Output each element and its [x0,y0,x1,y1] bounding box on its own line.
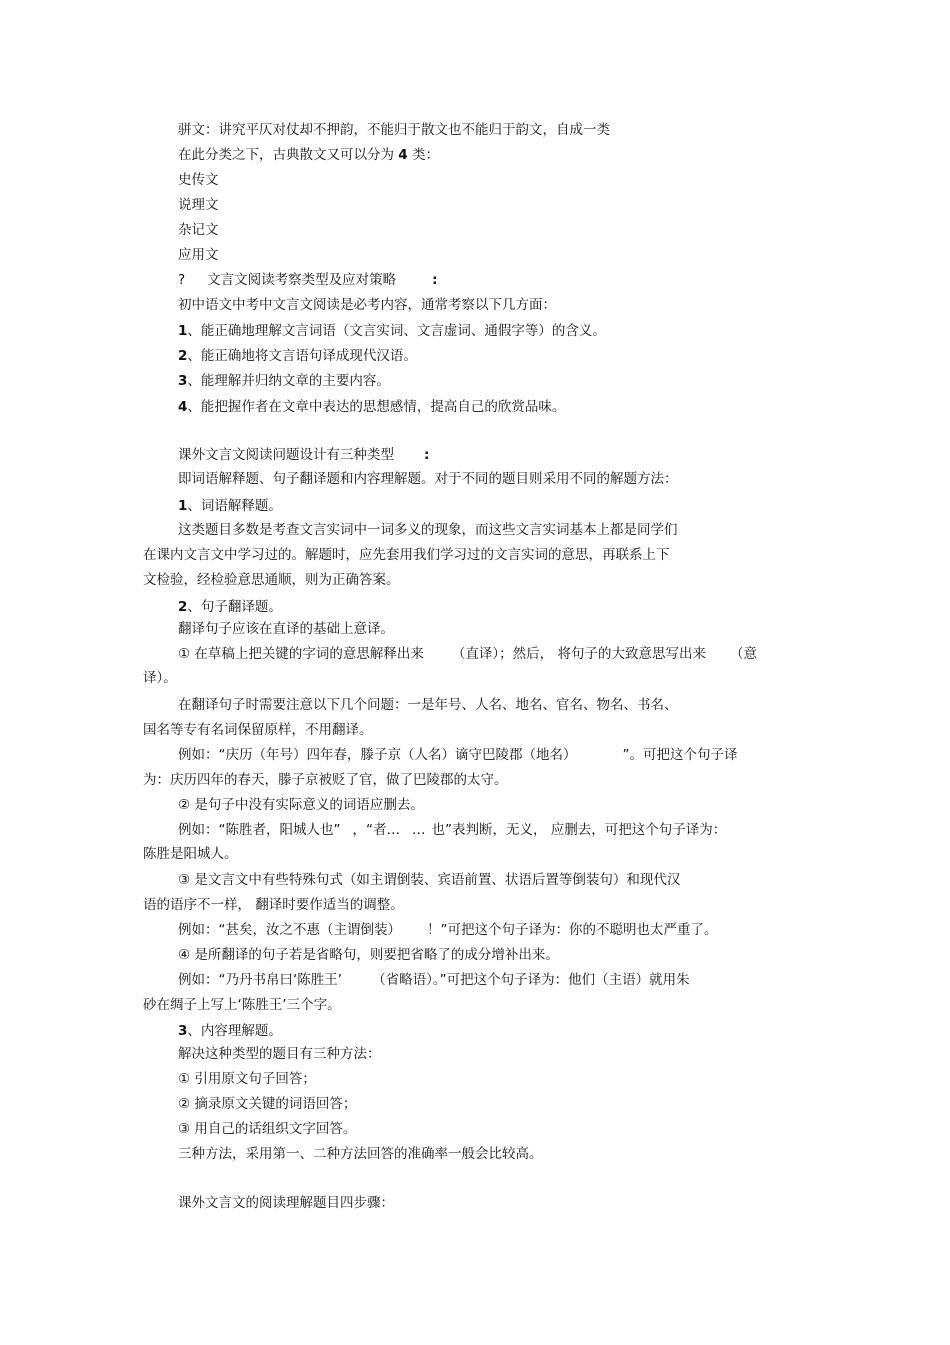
text: 翻译时要作适当的调整。 [255,897,404,913]
text: 骈文：讲究平仄对仗却不押韵，不能归于散文也不能归于韵文，自成一类 [178,122,610,138]
text: … [412,822,426,838]
method-item [178,1070,316,1088]
method-item [178,1120,356,1138]
text: ，“者… [352,822,400,838]
list-item-3 [178,372,390,390]
text: 初中语文中考中文言文阅读是必考内容，通常考察以下几方面： [178,297,556,313]
example-line [143,996,341,1014]
list-item-1 [178,322,606,340]
text: 应用文 [178,247,219,263]
text-line-types-desc [178,470,678,488]
text: （省略语）。”可把这个句子译为：他们（主语）就用朱 [372,972,690,988]
subheading-sentence-translation [178,598,282,616]
paragraph-line [178,946,559,964]
text: 说理文 [178,197,219,213]
text: ③ 用自己的话组织文字回答。 [178,1121,357,1137]
text: 翻译句子应该在直译的基础上意译。 [178,621,394,637]
text: （意 [729,646,757,662]
list-item-4 [178,398,565,416]
number: 2 [178,599,188,615]
text: 文检验，经检验意思通顺，则为正确答案。 [143,572,400,588]
example-line [178,746,738,764]
paragraph-line [178,521,678,539]
number: 1 [178,323,188,339]
paragraph-line [178,1145,543,1163]
number: 4 [178,399,188,415]
list-item-2 [178,347,417,365]
text: ④ 是所翻译的句子若是省略句，则要把省略了的成分增补出来。 [178,947,559,963]
text: 、句子翻译题。 [187,599,282,615]
paragraph-line [178,645,757,663]
text: ② 是句子中没有实际意义的词语应删去。 [178,797,424,813]
text: 、能正确地将文言语句译成现代汉语。 [187,348,417,364]
paragraph-line [143,571,400,589]
text: 语的语序不一样， [143,897,251,913]
text: 将句子的大致意思写出来 [557,646,706,662]
heading-text: 文言文阅读考察类型及应对策略 [207,272,397,288]
text: 应删去，可把这个句子译为： [550,822,727,838]
text-line-intro [178,296,556,314]
text-line-type4 [178,246,219,264]
text: 、能正确地理解文言词语（文言实词、文言虚词、通假字等）的含义。 [187,323,606,339]
subheading-content-comprehension [178,1022,282,1040]
paragraph-line [178,620,394,638]
text: 类： [412,147,439,163]
paragraph-line [178,871,680,889]
example-line [143,771,508,789]
number: 3 [178,373,188,389]
text: 、内容理解题。 [187,1023,282,1039]
paragraph-line [178,796,424,814]
question-mark: ? [178,272,186,288]
text: 解决这种类型的题目有三种方法： [178,1046,381,1062]
text: ① 引用原文句子回答； [178,1071,316,1087]
example-line [143,845,238,863]
text: 、能理解并归纳文章的主要内容。 [187,373,390,389]
number: 4 [398,147,408,163]
example-line [178,821,726,839]
heading-text: 课外文言文阅读问题设计有三种类型 [178,447,394,463]
section-heading-four-steps [178,1194,394,1212]
text-line-pianwen [178,121,610,139]
text-line-type3 [178,221,219,239]
text: 史传文 [178,172,219,188]
text: 杂记文 [178,222,219,238]
text: 在课内文言文中学习过的。解题时，应先套用我们学习过的文言实词的意思，再联系上下 [143,547,670,563]
paragraph-line [143,896,404,914]
text: 这类题目多数是考查文言实词中一词多义的现象，而这些文言实词基本上都是同学们 [178,522,678,538]
text: 也”表判断，无义， [431,822,547,838]
example-line [178,921,718,939]
paragraph-line [143,546,670,564]
text: 砂在绸子上写上‘陈胜王’三个字。 [143,997,341,1013]
text: ”。可把这个句子译 [622,747,738,763]
text: 例如：“陈胜者，阳城人也” [178,822,341,838]
paragraph-line [143,721,373,739]
number: 3 [178,1023,188,1039]
paragraph-line [178,1045,381,1063]
example-line [178,971,690,989]
text-line-type1 [178,171,219,189]
text: 即词语解释题、句子翻译题和内容理解题。对于不同的题目则采用不同的解题方法： [178,471,678,487]
text: 、词语解释题。 [187,498,282,514]
text: ① 在草稿上把关键的字词的意思解释出来 [178,646,424,662]
number: 1 [178,498,188,514]
text: 在此分类之下，古典散文又可以分为 [178,147,394,163]
text: 为：庆历四年的春天，滕子京被贬了官，做了巴陵郡的太守。 [143,772,508,788]
paragraph-line [143,669,177,687]
text: 国名等专有名词保留原样，不用翻译。 [143,722,373,738]
subheading-word-explanation [178,497,282,515]
colon: : [432,272,438,288]
heading-text: 课外文言文的阅读理解题目四步骤： [178,1195,394,1211]
method-item [178,1095,356,1113]
text: 例如：“甚矣，汝之不惠（主谓倒装） [178,922,401,938]
section-heading-question-types [178,446,429,464]
text: 译）。 [143,670,177,686]
colon: : [424,447,430,463]
paragraph-line [178,696,678,714]
text: ② 摘录原文关键的词语回答； [178,1096,357,1112]
text: ③ 是文言文中有些特殊句式（如主谓倒装、宾语前置、状语后置等倒装句）和现代汉 [178,872,681,888]
text-line-classification [178,146,439,164]
section-heading-strategies [178,271,438,289]
text: 陈胜是阳城人。 [143,846,238,862]
text: 例如：“庆历（年号）四年春，滕子京（人名）谪守巴陵郡（地名） [178,747,577,763]
text: 三种方法，采用第一、二种方法回答的准确率一般会比较高。 [178,1146,543,1162]
text-line-type2 [178,196,219,214]
text: 在翻译句子时需要注意以下几个问题：一是年号、人名、地名、官名、物名、书名、 [178,697,678,713]
text: ！”可把这个句子译为：你的不聪明也太严重了。 [427,922,718,938]
number: 2 [178,348,188,364]
text: 例如：“乃丹书帛曰‘陈胜王’ [178,972,343,988]
text: （直译）；然后， [451,646,554,662]
text: 、能把握作者在文章中表达的思想感情，提高自己的欣赏品味。 [187,399,566,415]
